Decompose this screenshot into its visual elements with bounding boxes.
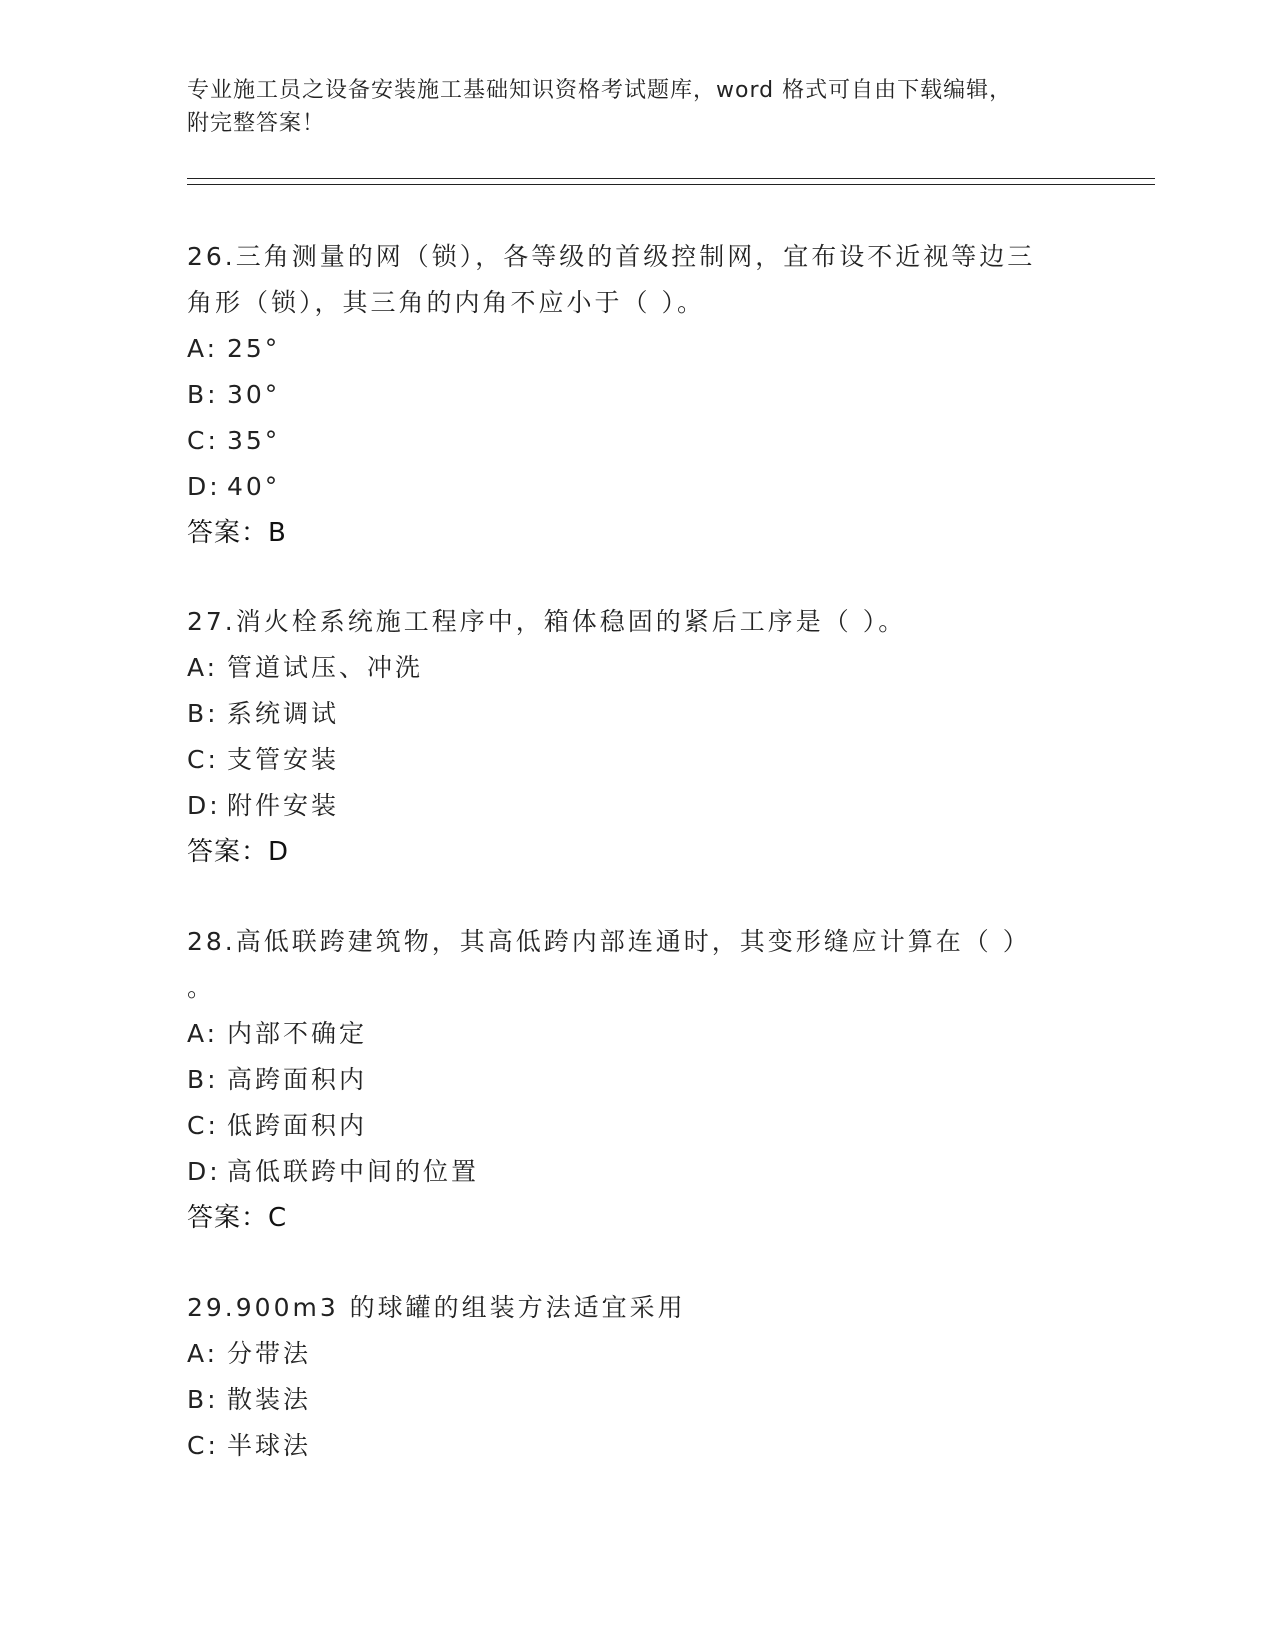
question-26 xyxy=(187,234,1087,556)
option-c xyxy=(187,737,1087,783)
option-c xyxy=(187,1423,1087,1469)
option-text: 40° xyxy=(227,472,281,501)
option-label: D: xyxy=(187,1157,221,1186)
option-label: B: xyxy=(187,1065,219,1094)
question-stem-line: 26.三角测量的网（锁），各等级的首级控制网，宜布设不近视等边三 xyxy=(187,242,1036,271)
option-text: 附件安装 xyxy=(227,791,340,820)
option-label: A: xyxy=(187,334,219,363)
option-text: 35° xyxy=(227,426,281,455)
option-a xyxy=(187,326,1087,372)
question-27 xyxy=(187,599,1087,875)
question-stem-line: 28.高低联跨建筑物，其高低跨内部连通时，其变形缝应计算在（ ） xyxy=(187,927,1031,956)
option-label: D: xyxy=(187,472,221,501)
option-text: 系统调试 xyxy=(227,699,340,728)
answer-line: 答案：B xyxy=(187,518,287,548)
option-label: B: xyxy=(187,380,219,409)
option-label: B: xyxy=(187,699,219,728)
header-divider-top xyxy=(187,178,1155,179)
option-label: C: xyxy=(187,745,219,774)
option-text: 内部不确定 xyxy=(227,1019,368,1048)
answer-line: 答案：D xyxy=(187,837,290,867)
option-label: C: xyxy=(187,1431,219,1460)
option-b xyxy=(187,1057,1087,1103)
option-text: 散装法 xyxy=(227,1385,312,1414)
header-line-1: 专业施工员之设备安装施工基础知识资格考试题库，word 格式可自由下载编辑， xyxy=(187,78,1013,103)
option-d xyxy=(187,1149,1087,1195)
question-stem-line: 角形（锁），其三角的内角不应小于（ ）。 xyxy=(187,288,705,317)
option-d xyxy=(187,464,1087,510)
option-text: 分带法 xyxy=(227,1339,312,1368)
option-d xyxy=(187,783,1087,829)
option-label: C: xyxy=(187,426,219,455)
option-text: 30° xyxy=(227,380,281,409)
option-b xyxy=(187,372,1087,418)
question-28 xyxy=(187,919,1087,1241)
option-label: A: xyxy=(187,1339,219,1368)
option-a xyxy=(187,1011,1087,1057)
option-c xyxy=(187,1103,1087,1149)
answer-line: 答案：C xyxy=(187,1203,288,1233)
question-29 xyxy=(187,1285,1087,1469)
option-text: 管道试压、冲洗 xyxy=(227,653,424,682)
header-divider-bottom xyxy=(187,184,1155,185)
option-text: 半球法 xyxy=(227,1431,312,1460)
option-c xyxy=(187,418,1087,464)
question-stem-line: 27.消火栓系统施工程序中，箱体稳固的紧后工序是（ ）。 xyxy=(187,607,907,636)
option-text: 25° xyxy=(227,334,281,363)
option-label: A: xyxy=(187,653,219,682)
document-header xyxy=(187,74,1087,140)
question-stem-line: 。 xyxy=(187,973,216,1002)
header-line-2: 附完整答案！ xyxy=(187,111,326,136)
option-label: A: xyxy=(187,1019,219,1048)
option-a xyxy=(187,1331,1087,1377)
option-b xyxy=(187,1377,1087,1423)
option-label: C: xyxy=(187,1111,219,1140)
option-text: 低跨面积内 xyxy=(227,1111,368,1140)
question-stem-line: 29.900m3 的球罐的组装方法适宜采用 xyxy=(187,1293,686,1322)
option-label: D: xyxy=(187,791,221,820)
option-text: 高跨面积内 xyxy=(227,1065,368,1094)
option-label: B: xyxy=(187,1385,219,1414)
option-text: 高低联跨中间的位置 xyxy=(227,1157,480,1186)
option-a xyxy=(187,645,1087,691)
option-text: 支管安装 xyxy=(227,745,340,774)
option-b xyxy=(187,691,1087,737)
